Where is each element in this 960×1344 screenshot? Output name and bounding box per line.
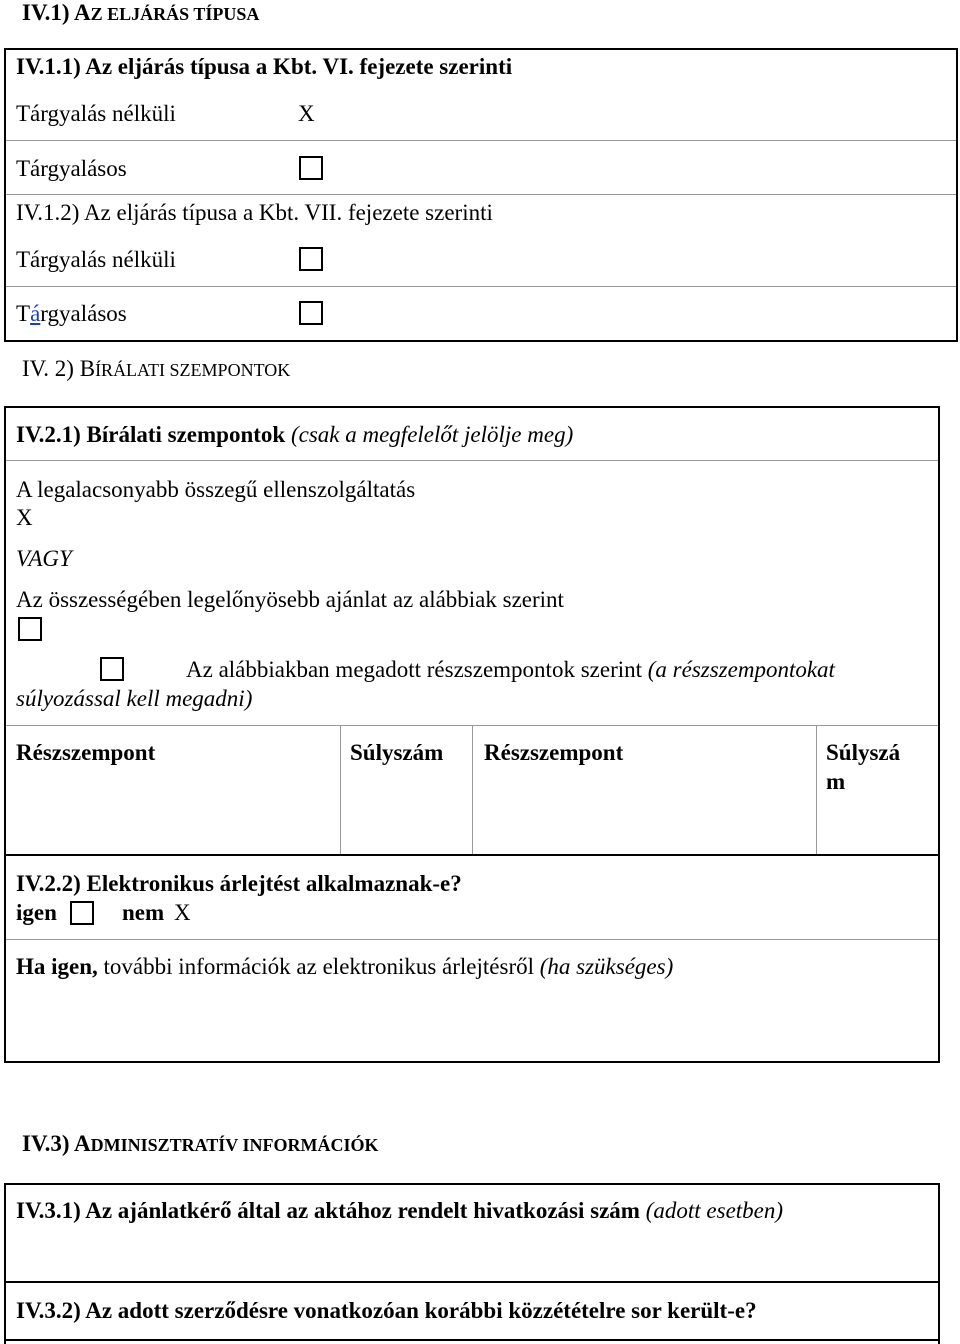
section-iv3-title: IV.3) ADMINISZTRATÍV INFORMÁCIÓK — [22, 1131, 379, 1156]
section-iv2-title: IV. 2) BÍRÁLATI SZEMPONTOK — [22, 356, 291, 381]
table-header-subcriterion-1: Részszempont — [16, 740, 156, 765]
kbt-vi-option-negotiated-label: Tárgyalásos — [16, 156, 127, 181]
auction-no-mark[interactable]: X — [174, 900, 191, 925]
auction-question: IV.2.2) Elektronikus árlejtést alkalmaznak-e? — [16, 871, 462, 896]
kbt-vii-option-no-negotiation-checkbox[interactable] — [299, 247, 323, 271]
sub-criteria-checkbox[interactable] — [100, 657, 124, 681]
inline-link[interactable]: á — [30, 301, 41, 326]
table-header-subcriterion-2: Részszempont — [484, 740, 624, 765]
kbt-vii-heading: IV.1.2) Az eljárás típusa a Kbt. VII. fejezete szerinti — [16, 200, 493, 225]
best-value-checkbox[interactable] — [18, 617, 42, 641]
kbt-vi-option-no-negotiation-mark[interactable]: X — [298, 101, 315, 126]
kbt-vi-option-no-negotiation-label: Tárgyalás nélküli — [16, 101, 176, 126]
auction-yes-label: igen — [16, 900, 57, 925]
kbt-vii-option-negotiated-label: Tárgyalásos — [16, 301, 127, 326]
lowest-price-mark[interactable]: X — [16, 505, 33, 530]
auction-yes-checkbox[interactable] — [70, 901, 94, 925]
sub-criteria-label: Az alábbiakban megadott részszempontok szerint (a részszempontokat — [186, 657, 835, 682]
previous-publication-heading: IV.3.2) Az adott szerződésre vonatkozóan korábbi közzétételre sor került-e? — [16, 1298, 757, 1323]
criteria-heading: IV.2.1) Bírálati szempontok (csak a megfelelőt jelölje meg) — [16, 422, 574, 447]
table-header-weight-2: Súlyszá — [826, 740, 901, 765]
lowest-price-label: A legalacsonyabb összegű ellenszolgáltatás — [16, 477, 416, 502]
kbt-vi-option-negotiated-checkbox[interactable] — [299, 156, 323, 180]
or-label: VAGY — [16, 546, 72, 571]
best-value-label: Az összességében legelőnyösebb ajánlat az alábbiak szerint — [16, 587, 564, 612]
auction-info: Ha igen, további információk az elektronikus árlejtésről (ha szükséges) — [16, 954, 674, 979]
table-header-weight-2-wrap: m — [826, 769, 846, 794]
kbt-vii-option-no-negotiation-label: Tárgyalás nélküli — [16, 247, 176, 272]
section-iv1-title: IV.1) AZ ELJÁRÁS TÍPUSA — [22, 0, 260, 25]
sub-criteria-note: súlyozással kell megadni) — [16, 686, 253, 711]
reference-number-heading: IV.3.1) Az ajánlatkérő által az aktához rendelt hivatkozási szám (adott esetben) — [16, 1198, 784, 1223]
auction-no-label: nem — [122, 900, 165, 925]
kbt-vi-heading: IV.1.1) Az eljárás típusa a Kbt. VI. fejezete szerinti — [16, 54, 513, 79]
kbt-vii-option-negotiated-checkbox[interactable] — [299, 301, 323, 325]
table-header-weight-1: Súlyszám — [350, 740, 444, 765]
